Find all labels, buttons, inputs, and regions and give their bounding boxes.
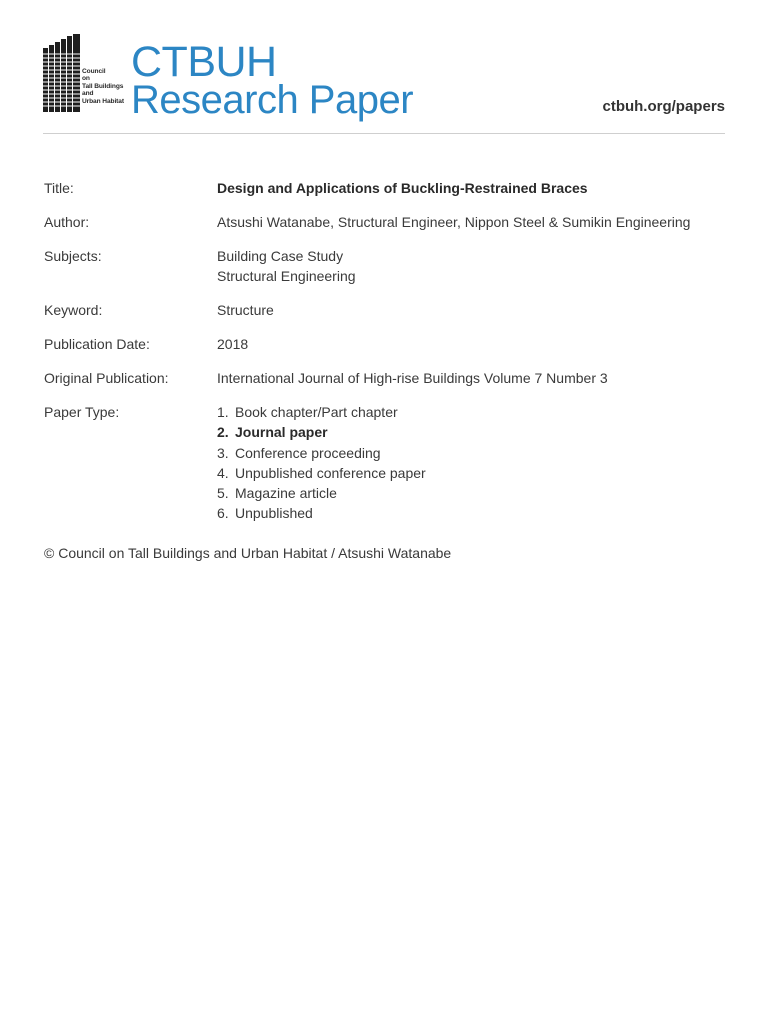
subjects-label: Subjects: (44, 248, 102, 264)
brand-subtitle: Research Paper (131, 78, 414, 122)
paper-metadata (44, 178, 724, 538)
paper-type-list (217, 402, 724, 524)
paper-type-row (44, 402, 724, 524)
title-row (44, 178, 724, 198)
ctbuh-logo-icon (43, 34, 83, 112)
copyright-notice: © Council on Tall Buildings and Urban Habitat / Atsushi Watanabe (44, 545, 452, 561)
subject-item: Structural Engineering (217, 268, 356, 284)
list-item: 2. Journal paper (217, 424, 328, 441)
date-label: Publication Date: (44, 336, 150, 352)
title-label: Title: (44, 180, 74, 196)
subject-item: Building Case Study (217, 248, 344, 264)
brand-title: CTBUH (131, 38, 277, 86)
date-value: 2018 (217, 336, 249, 352)
author-label: Author: (44, 214, 90, 230)
header (43, 34, 725, 122)
keyword-value: Structure (217, 302, 274, 318)
subjects-value (217, 246, 724, 286)
paper-type-label: Paper Type: (44, 404, 120, 420)
publication-row (44, 368, 724, 388)
list-item: 5. Magazine article (217, 485, 337, 502)
papers-link[interactable]: ctbuh.org/papers (602, 98, 725, 115)
author-value: Atsushi Watanabe, Structural Engineer, Nippon Steel & Sumikin Engineering (217, 214, 691, 230)
author-row (44, 212, 724, 232)
paper-type-value (217, 402, 724, 524)
header-divider (43, 133, 725, 134)
list-item: 6. Unpublished (217, 505, 313, 522)
keyword-row (44, 300, 724, 320)
council-logo-text: Council on Tall Buildings and Urban Habitat (82, 68, 124, 105)
list-item: 4. Unpublished conference paper (217, 464, 426, 481)
keyword-label: Keyword: (44, 302, 103, 318)
subjects-row (44, 246, 724, 286)
title-value: Design and Applications of Buckling-Restrained Braces (217, 180, 588, 196)
list-item: 3. Conference proceeding (217, 444, 381, 461)
date-row (44, 334, 724, 354)
publication-label: Original Publication: (44, 370, 169, 386)
list-item: 1. Book chapter/Part chapter (217, 404, 398, 420)
publication-value: International Journal of High-rise Buildings Volume 7 Number 3 (217, 370, 608, 386)
